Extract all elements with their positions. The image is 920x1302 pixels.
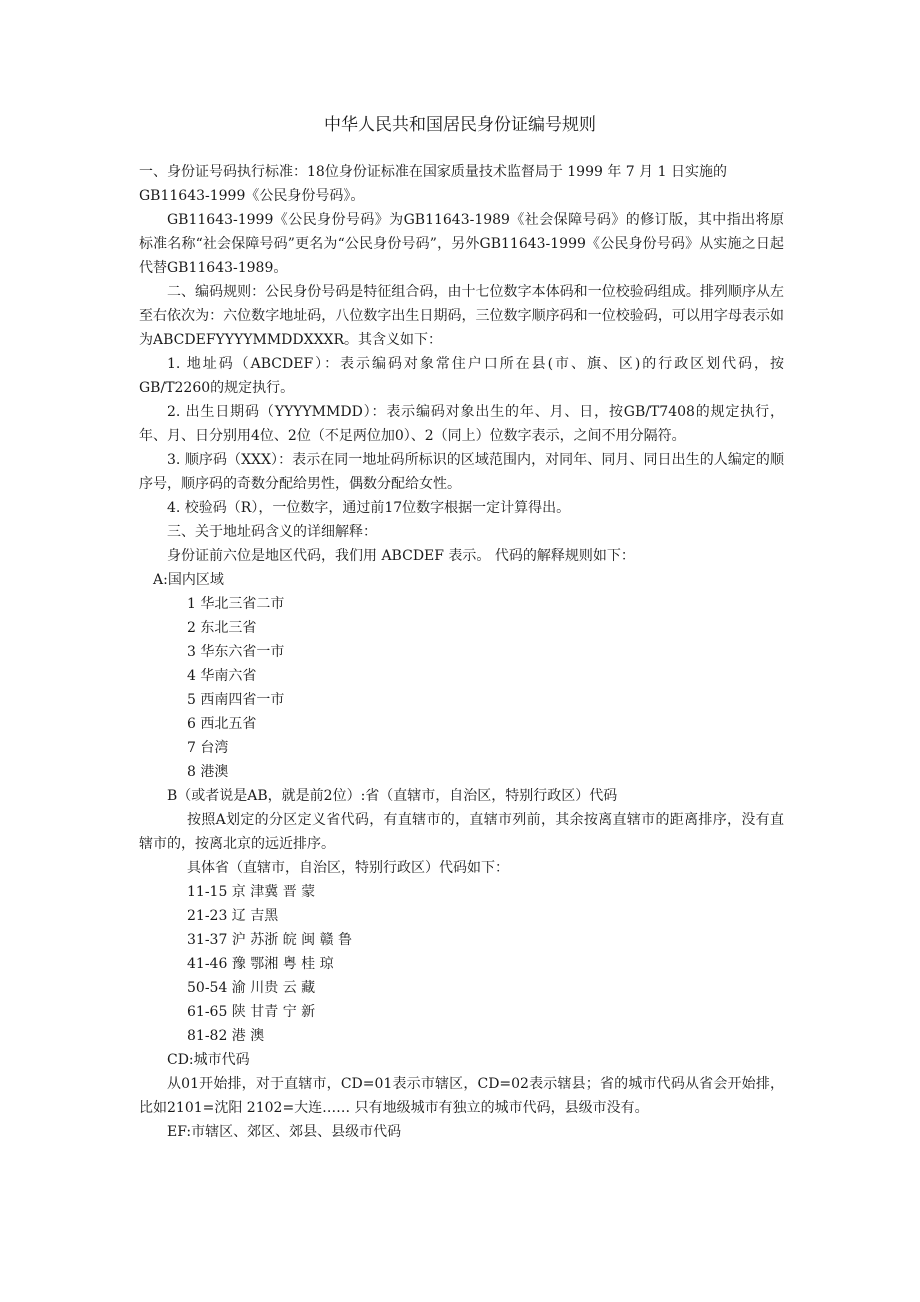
region-item: 6 西北五省 — [187, 716, 257, 732]
cd-heading: CD:城市代码 — [167, 1052, 250, 1068]
document-body — [139, 160, 784, 1144]
section3-intro: 身份证前六位是地区代码，我们用 ABCDEF 表示。 代码的解释规则如下： — [167, 548, 635, 564]
province-code-item: 50-54 渝 川贵 云 藏 — [187, 980, 316, 996]
b-heading: B（或者说是AB，就是前2位）:省（直辖市，自治区，特别行政区）代码 — [167, 788, 618, 804]
check-code-item: 4. 校验码（R），一位数字，通过前17位数字根据一定计算得出。 — [167, 500, 571, 516]
document-title: 中华人民共和国居民身份证编号规则 — [324, 115, 596, 135]
province-code-list — [139, 880, 784, 1048]
region-item: 5 西南四省一市 — [187, 692, 285, 708]
sequence-code-item: 3. 顺序码（XXX）：表示在同一地址码所标识的区域范围内，对同年、同月、同日出生的人编定的顺序号，顺序码的奇数分配给男性，偶数分配给女性。 — [139, 452, 784, 492]
ef-heading: EF:市辖区、郊区、郊县、县级市代码 — [167, 1124, 402, 1140]
province-code-item: 61-65 陕 甘青 宁 新 — [187, 1004, 316, 1020]
section1-line1: 一、身份证号码执行标准：18位身份证标准在国家质量技术监督局于 1999 年 7 月 1 日实施的 — [139, 164, 727, 180]
section3-heading: 三、关于地址码含义的详细解释： — [167, 524, 377, 540]
region-item: 7 台湾 — [187, 740, 229, 756]
cd-paragraph: 从01开始排，对于直辖市，CD=01表示市辖区，CD=02表示辖县；省的城市代码从省会开始排，比如2101=沈阳 2102=大连…… 只有地级城市有独立的城市代码，县级市没有。 — [139, 1076, 784, 1116]
region-item: 1 华北三省二市 — [187, 596, 285, 612]
revision-paragraph: GB11643-1999《公民身份号码》为GB11643-1989《社会保障号码》的修订版，其中指出将原标准名称“社会保障号码”更名为“公民身份号码”，另外GB11643-1999《公民身份号码》从实施之日起代替GB11643-1989。 — [139, 212, 784, 276]
province-list-heading: 具体省（直辖市，自治区，特别行政区）代码如下： — [187, 860, 509, 876]
encoding-rules-paragraph: 二、编码规则：公民身份号码是特征组合码，由十七位数字本体码和一位校验码组成。排列顺序从左至右依次为：六位数字地址码，八位数字出生日期码，三位数字顺序码和一位校验码，可以用字母表示如为ABCDEFYYYYMMDDXXXR。其含义如下： — [139, 284, 784, 348]
province-code-item: 81-82 港 澳 — [187, 1028, 265, 1044]
province-code-item: 31-37 沪 苏浙 皖 闽 赣 鲁 — [187, 932, 353, 948]
address-code-item: 1. 地址码（ABCDEF）：表示编码对象常住户口所在县(市、旗、区)的行政区划代码，按GB/T2260的规定执行。 — [139, 356, 784, 396]
b-paragraph: 按照A划定的分区定义省代码，有直辖市的，直辖市列前，其余按离直辖市的距离排序，没有直辖市的，按离北京的远近排序。 — [139, 812, 784, 852]
region-list — [139, 592, 784, 784]
section1-line2: GB11643-1999《公民身份号码》。 — [139, 188, 365, 204]
region-item: 4 华南六省 — [187, 668, 257, 684]
a-heading: A:国内区域 — [153, 572, 224, 588]
province-code-item: 21-23 辽 吉黑 — [187, 908, 279, 924]
province-code-item: 11-15 京 津冀 晋 蒙 — [187, 884, 316, 900]
province-code-item: 41-46 豫 鄂湘 粤 桂 琼 — [187, 956, 334, 972]
region-item: 2 东北三省 — [187, 620, 257, 636]
birthdate-code-item: 2. 出生日期码（YYYYMMDD）：表示编码对象出生的年、月、日，按GB/T7408的规定执行，年、月、日分别用4位、2位（不足两位加0）、2（同上）位数字表示，之间不用分隔符。 — [139, 404, 784, 444]
region-item: 8 港澳 — [187, 764, 229, 780]
region-item: 3 华东六省一市 — [187, 644, 285, 660]
